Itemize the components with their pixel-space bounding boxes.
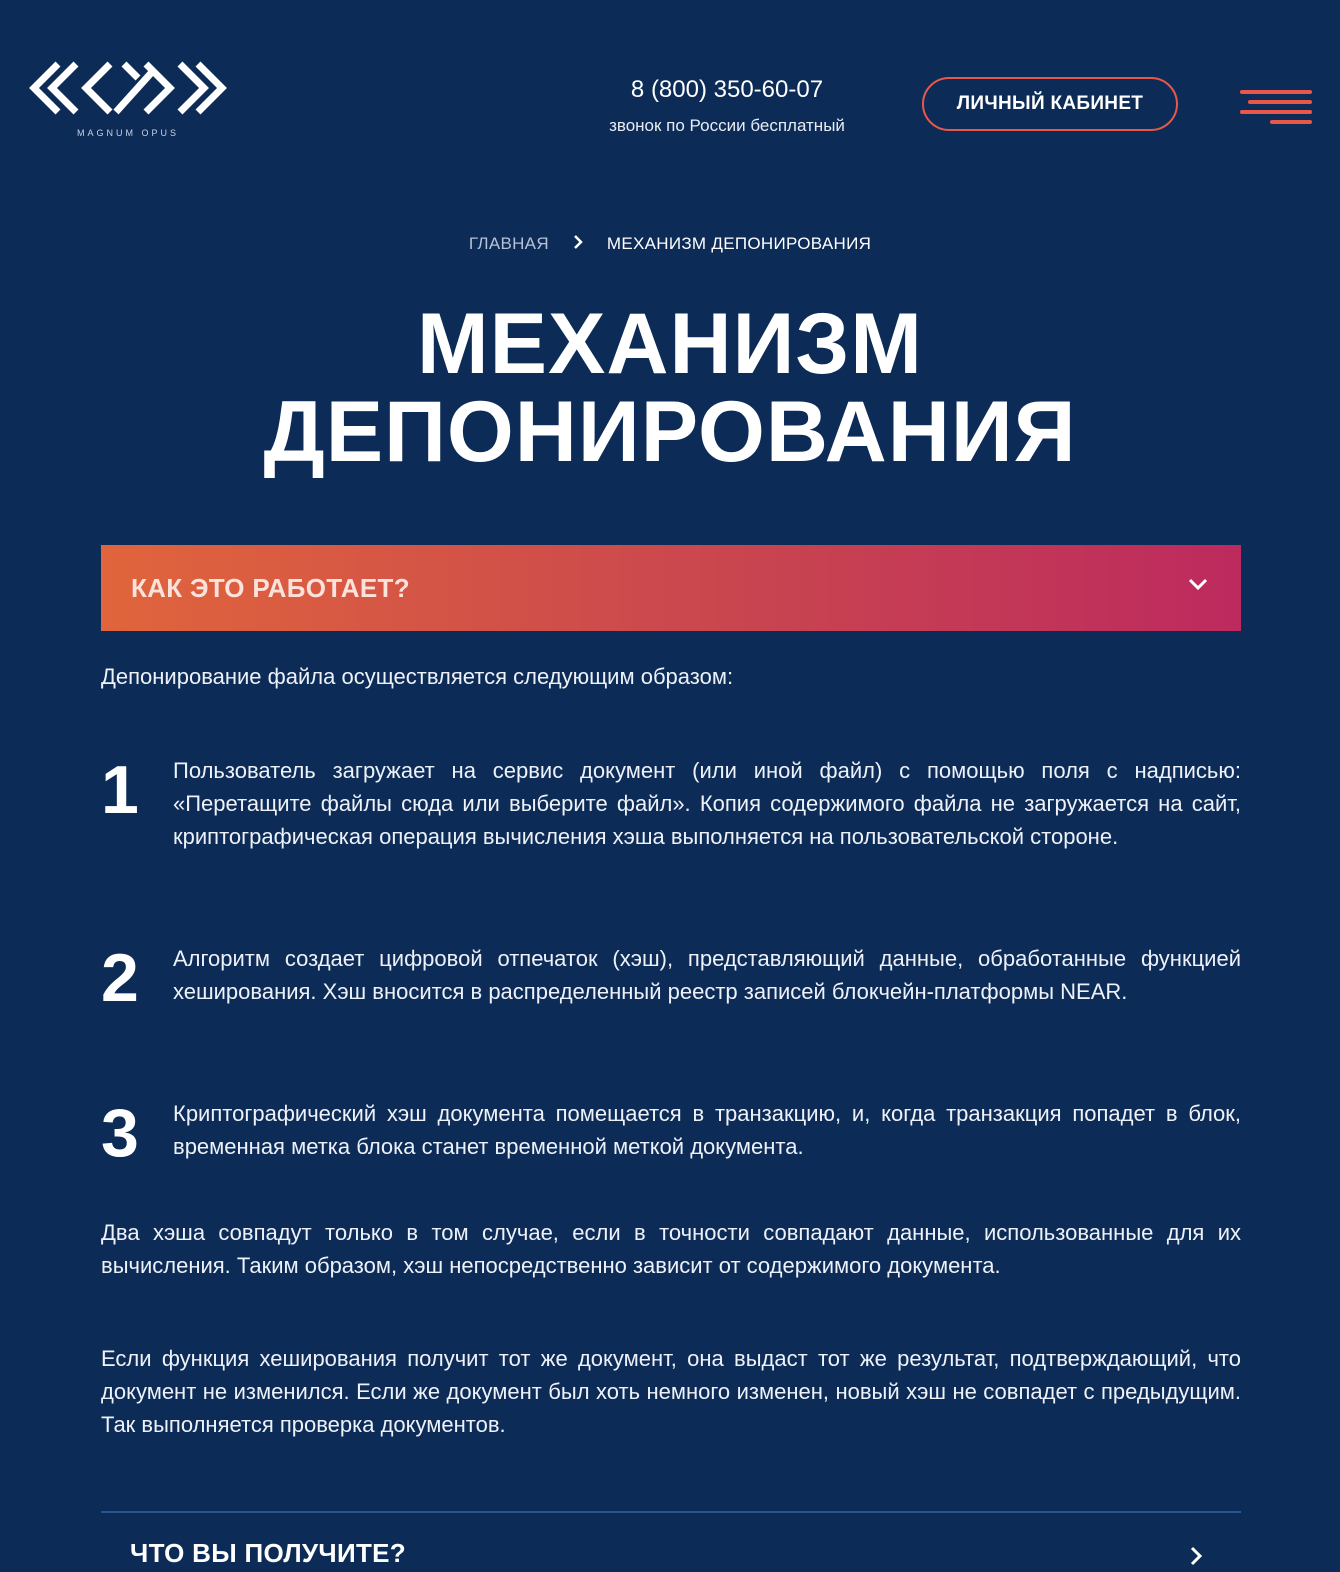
step-text: Алгоритм создает цифровой отпечаток (хэш), представляющий данные, обработанные функцией хеширования. Хэш вносится в распределенный реестр записей блокчейн-платформы NEAR. <box>173 946 1241 1004</box>
explanation-paragraph-2 <box>101 1342 1241 1441</box>
step-number: 3 <box>101 1095 139 1171</box>
step-text: Криптографический хэш документа помещается в транзакцию, и, когда транзакция попадет в блок, временная метка блока станет временной меткой документа. <box>173 1101 1241 1159</box>
accordion-what-you-get-header[interactable]: ЧТО ВЫ ПОЛУЧИТЕ? <box>130 1538 406 1568</box>
step-text: Пользователь загружает на сервис документ (или иной файл) с помощью поля с надписью: «Перетащите файлы сюда или выберите файл». Копия содержимого файла не загружается на сайт, криптографическая операция вычисления хэша выполняется на пользовательской стороне. <box>173 758 1241 849</box>
page-title-line-1: МЕХАНИЗМ <box>417 296 923 392</box>
step-number: 2 <box>101 940 139 1016</box>
logo-chevrons-icon <box>28 56 228 122</box>
breadcrumb <box>0 234 1340 254</box>
paragraph-text: Два хэша совпадут только в том случае, если в точности совпадают данные, использованные для их вычисления. Таким образом, хэш непосредственно зависит от содержимого документа. <box>101 1220 1241 1278</box>
menu-burger-icon[interactable] <box>1240 88 1314 128</box>
phone-number[interactable]: 8 (800) 350-60-07 <box>630 76 824 103</box>
breadcrumb-chevron-icon <box>573 234 583 254</box>
chevron-down-icon[interactable] <box>1187 577 1209 596</box>
accordion-how-it-works-header[interactable] <box>101 545 1241 631</box>
breadcrumb-home-link[interactable]: ГЛАВНАЯ <box>468 234 549 253</box>
accordion-title: КАК ЭТО РАБОТАЕТ? <box>131 572 410 603</box>
phone-note: звонок по России бесплатный <box>609 116 845 135</box>
site-header <box>0 0 1340 170</box>
personal-account-button[interactable]: ЛИЧНЫЙ КАБИНЕТ <box>922 77 1178 131</box>
accordion-intro <box>101 660 1241 693</box>
page-title <box>0 296 1340 480</box>
page-title-line-2: ДЕПОНИРОВАНИЯ <box>263 384 1077 480</box>
step-number: 1 <box>101 752 139 828</box>
explanation-paragraph-1 <box>101 1216 1241 1282</box>
intro-text: Депонирование файла осуществляется следующим образом: <box>101 664 734 689</box>
logo-text: MAGNUM OPUS <box>76 128 179 138</box>
accordion-divider <box>101 1511 1241 1513</box>
paragraph-text: Если функция хеширования получит тот же документ, она выдаст тот же результат, подтверждающий, что документ не изменился. Если же документ был хоть немного изменен, новый хэш не совпадет с предыдущим. Так выполняется проверка документов. <box>101 1346 1241 1437</box>
breadcrumb-current: МЕХАНИЗМ ДЕПОНИРОВАНИЯ <box>606 234 872 253</box>
phone-block <box>560 74 894 136</box>
magnum-opus-logo[interactable] <box>28 56 228 146</box>
